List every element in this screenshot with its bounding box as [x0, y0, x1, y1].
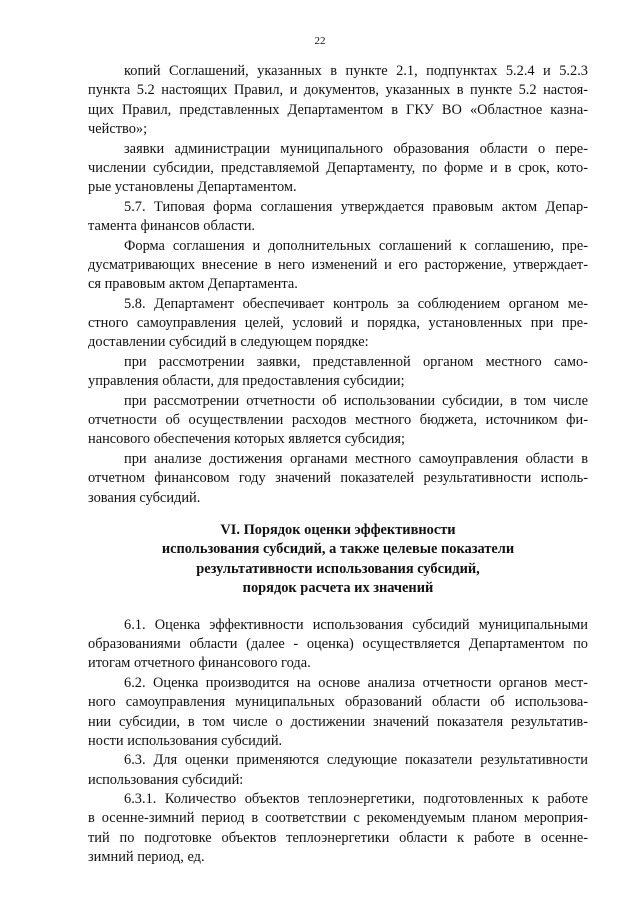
text-line: образованиями области (далее - оценка) осуществляется Департаментом по [88, 635, 588, 652]
text-line: ся правовым актом Департамента. [88, 276, 298, 293]
text-line: при рассмотрении заявки, представленной органом местного само- [124, 353, 588, 370]
text-line: щих Правил, представленных Департаментом в ГКУ ВО «Областное казна- [88, 101, 588, 118]
text-line: 6.3.1. Количество объектов теплоэнергетики, подготовленных к работе [124, 791, 588, 808]
text-line: отчетном финансовом году значений показателей результативности исполь- [88, 470, 588, 487]
text-line: 5.7. Типовая форма соглашения утверждается правовым актом Депар- [124, 198, 588, 215]
heading-line: порядок расчета их значений [242, 580, 434, 597]
text-line: копий Соглашений, указанных в пункте 2.1, подпунктах 5.2.4 и 5.2.3 [124, 63, 588, 79]
text-line: заявки администрации муниципального образования области о пере- [124, 140, 588, 157]
text-line: зования субсидий. [88, 489, 201, 506]
text-line: использования субсидий: [88, 771, 244, 788]
text-line: ного самоуправления муниципальных образований области об использова- [88, 694, 588, 711]
text-line: пункта 5.2 настоящих Правил, и документов, указанных в пункте 5.2 настоя- [88, 82, 588, 99]
text-line: тий по подготовке объектов теплоэнергетики области к работе в осенне- [88, 829, 588, 846]
heading-line: использования субсидий, а также целевые показатели [161, 541, 515, 558]
heading-line: результативности использования субсидий, [196, 560, 480, 577]
page-number: 22 [314, 35, 326, 47]
text-line: в осенне-зимний период в соответствии с рекомендуемым планом мероприя- [88, 810, 588, 827]
text-line: управления области, для предоставления субсидии; [88, 373, 405, 390]
text-line: ности использования субсидий. [88, 732, 283, 749]
text-line: 6.3. Для оценки применяются следующие показатели результативности [124, 752, 588, 769]
text-line: 6.1. Оценка эффективности использования субсидий муниципальными [124, 616, 588, 633]
text-line: Форма соглашения и дополнительных соглашений к соглашению, пре- [124, 237, 588, 254]
section-6-text [88, 616, 588, 868]
text-line: итогам отчетного финансового года. [88, 655, 311, 672]
text-line: при анализе достижения органами местного самоуправления области в [124, 450, 588, 467]
text-line: зимний период, ед. [88, 849, 205, 866]
text-line: нансового обеспечения которых является субсидия; [88, 431, 405, 448]
text-line: рые установлены Департаментом. [88, 179, 297, 196]
document-body [88, 62, 588, 868]
heading-line: VI. Порядок оценки эффективности [220, 521, 456, 538]
text-line: стного самоуправления целей, условий и порядка, установленных при пре- [88, 315, 588, 332]
section-vi-heading [88, 521, 588, 599]
text-line: тамента финансов области. [88, 218, 255, 235]
text-line: чейство»; [88, 121, 148, 138]
text-line: числении субсидии, представляемой Департаменту, по форме и в срок, кото- [88, 159, 588, 176]
text-line: доставлении субсидий в следующем порядке: [88, 334, 369, 351]
text-line: при рассмотрении отчетности об использовании субсидии, в том числе [124, 392, 588, 409]
text-line: отчетности об осуществлении расходов местного бюджета, источником фи- [88, 412, 588, 429]
text-line: нии субсидии, в том числе о достижении значений показателя результатив- [88, 713, 588, 730]
text-line: 6.2. Оценка производится на основе анализа отчетности органов мест- [124, 674, 588, 691]
text-line: 5.8. Департамент обеспечивает контроль за соблюдением органом ме- [124, 295, 588, 312]
text-line: дусматривающих внесение в него изменений и его расторжение, утверждает- [88, 256, 588, 273]
section-5-text [88, 62, 588, 508]
